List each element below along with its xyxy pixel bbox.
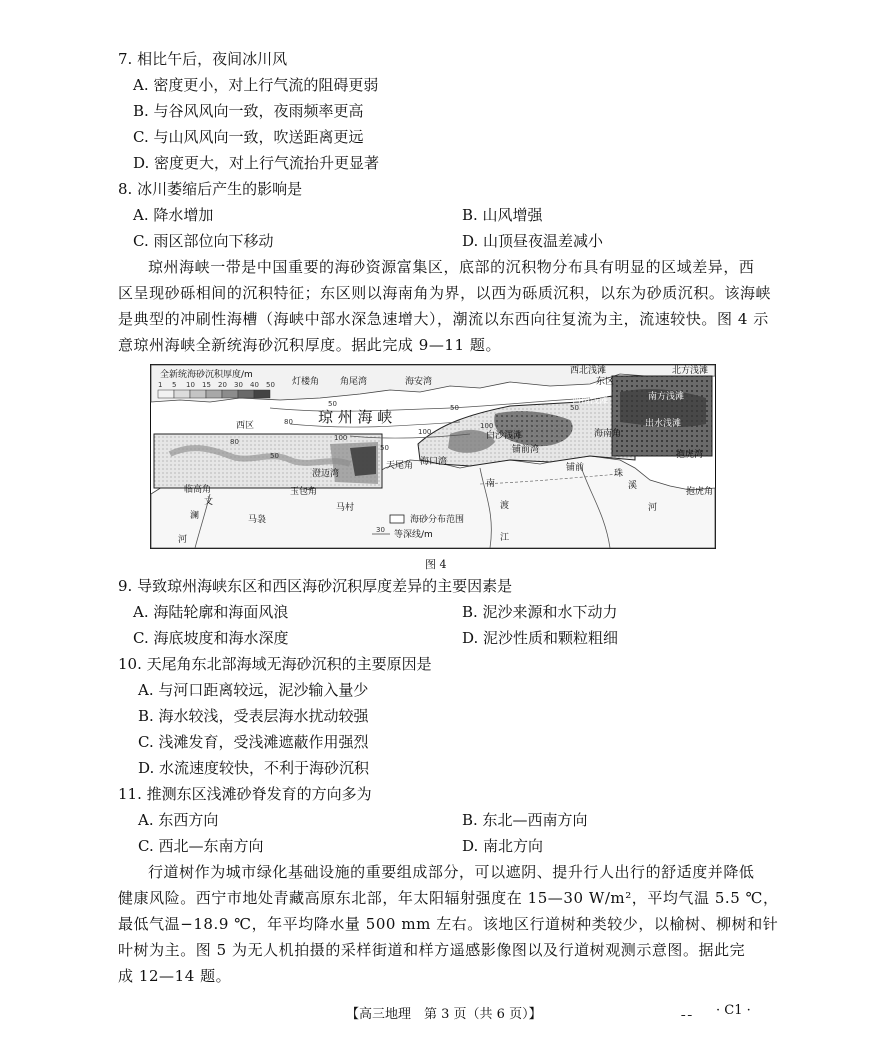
label-nan: 南	[486, 479, 496, 489]
legend-tick: 1	[158, 381, 163, 389]
passage2-line-2: 健康风险。西宁市地处青藏高原东北部，年太阳辐射强度在 15—30 W/m²，平均气温 5.5 ℃，	[118, 889, 779, 907]
q10-option-d: D. 水流速度较快，不利于海砂沉积	[138, 759, 370, 777]
label-lan: 澜	[190, 511, 200, 521]
label-chushuiqiantan: 出水浅滩	[645, 419, 682, 429]
q11-option-d: D. 南北方向	[462, 837, 544, 855]
label-jiang: 江	[500, 533, 510, 543]
passage2-line-5: 成 12—14 题。	[118, 967, 232, 985]
q8-option-c: C. 雨区部位向下移动	[133, 232, 274, 250]
label-he-west: 河	[178, 535, 188, 545]
label-maniao: 马袅	[248, 515, 267, 525]
legend-tick: 50	[266, 381, 275, 389]
passage1-line-1: 琼州海峡一带是中国重要的海砂资源富集区，底部的沉积物分布具有明显的区域差异，西	[148, 258, 755, 276]
isobath-label: 100	[418, 428, 432, 436]
q8-option-d: D. 山顶昼夜温差减小	[462, 232, 604, 250]
label-haikouwan: 海口湾	[420, 457, 448, 467]
q10-option-a: A. 与河口距离较远，泥沙输入量少	[138, 681, 369, 699]
label-haianwan: 海安湾	[405, 377, 433, 387]
passage1-line-4: 意琼州海峡全新统海砂沉积厚度。据此完成 9—11 题。	[118, 336, 502, 354]
label-puqianwan: 铺前湾	[512, 445, 540, 455]
q8-option-a: A. 降水增加	[133, 206, 214, 224]
label-dengloujiao: 灯楼角	[292, 377, 320, 387]
legend-title: 全新统海砂沉积厚度/m	[160, 370, 253, 380]
isobath-label: 50	[570, 404, 579, 412]
q7-stem: 7. 相比午后，夜间冰川风	[118, 50, 288, 68]
q9-option-c: C. 海底坡度和海水深度	[133, 629, 289, 647]
label-baishaqiantan: 白沙浅滩	[486, 431, 523, 441]
passage1-line-3: 是典型的冲刷性海槽（海峡中部水深急速增大），潮流以东西向往复流为主，流速较快。图 4 示	[118, 310, 769, 328]
q7-option-c: C. 与山风风向一致，吹送距离更远	[133, 128, 364, 146]
passage2-line-3: 最低气温−18.9 ℃，年平均降水量 500 mm 左右。该地区行道树种类较少，以榆树、柳树和针	[118, 915, 779, 933]
q9-option-a: A. 海陆轮廓和海面风浪	[133, 603, 289, 621]
page-footer: 【高三地理 第 3 页（共 6 页）】	[346, 1007, 542, 1022]
passage2-line-4: 叶树为主。图 5 为无人机拍摄的采样街道和样方遥感影像图以及行道树观测示意图。据此完	[118, 941, 746, 959]
q8-stem: 8. 冰川萎缩后产生的影响是	[118, 180, 303, 198]
q9-stem: 9. 导致琼州海峡东区和西区海砂沉积厚度差异的主要因素是	[118, 577, 513, 595]
label-lingaojiao: 临高角	[184, 485, 212, 495]
footer-code: · C1 ·	[716, 1003, 751, 1018]
label-tianweijiao: 天尾角	[386, 461, 414, 471]
q11-option-b: B. 东北—西南方向	[462, 811, 588, 829]
isobath-label: 100	[480, 422, 494, 430]
isobath-label: 80	[284, 418, 293, 426]
label-xinanqiantan: 西南浅滩	[572, 396, 609, 406]
label-hainanjiao: 海南角	[594, 429, 622, 439]
legend-isobath-value: 30	[376, 526, 385, 534]
q10-stem: 10. 天尾角东北部海域无海砂沉积的主要原因是	[118, 655, 432, 673]
q11-option-c: C. 西北—东南方向	[138, 837, 264, 855]
legend-tick: 5	[172, 381, 177, 389]
label-puqian: 铺前	[566, 463, 585, 473]
label-jiaoweiwan: 角尾湾	[340, 377, 368, 387]
q9-option-d: D. 泥沙性质和颗粒粗细	[462, 629, 619, 647]
footer-mark: ˍˍ	[680, 1003, 693, 1018]
isobath-label: 50	[380, 444, 389, 452]
passage2-line-1: 行道树作为城市绿化基础设施的重要组成部分，可以遮阴、提升行人出行的舒适度并降低	[148, 863, 755, 881]
label-baohuwan: 抱虎湾	[676, 450, 704, 460]
figure-4-map	[150, 364, 716, 549]
q7-option-b: B. 与谷风风向一致，夜雨频率更高	[133, 102, 364, 120]
isobath-label: 100	[334, 434, 348, 442]
isobath-label: 50	[328, 400, 337, 408]
label-dongqu: 东区	[596, 377, 615, 387]
isobath-label: 50	[450, 404, 459, 412]
label-he-east: 河	[648, 503, 658, 513]
label-yubaojiao: 玉包角	[290, 487, 318, 497]
q11-stem: 11. 推测东区浅滩砂脊发育的方向多为	[118, 785, 372, 803]
label-chengmaiwan: 澄迈湾	[312, 469, 340, 479]
isobath-label: 50	[270, 452, 279, 460]
q9-option-b: B. 泥沙来源和水下动力	[462, 603, 618, 621]
q7-option-a: A. 密度更小，对上行气流的阻碍更弱	[133, 76, 379, 94]
label-xi: 溪	[628, 481, 638, 491]
legend-tick: 20	[218, 381, 227, 389]
label-du: 渡	[500, 501, 510, 511]
q8-option-b: B. 山风增强	[462, 206, 543, 224]
figure-4-caption: 图 4	[425, 558, 447, 571]
label-zhu: 珠	[614, 469, 624, 479]
label-baohujiao: 抱虎角	[686, 487, 714, 497]
legend-tick: 40	[250, 381, 259, 389]
label-macun: 马村	[336, 503, 355, 513]
isobath-label: 80	[230, 438, 239, 446]
label-wen: 文	[204, 497, 214, 507]
q10-option-b: B. 海水较浅，受表层海水扰动较强	[138, 707, 369, 725]
legend-tick: 30	[234, 381, 243, 389]
q11-option-a: A. 东西方向	[138, 811, 219, 829]
legend-range-label: 海砂分布范围	[410, 515, 465, 525]
passage1-line-2: 区呈现砂砾相间的沉积特征；东区则以海南角为界，以西为砾质沉积，以东为砂质沉积。该海峡	[118, 284, 772, 302]
legend-tick: 15	[202, 381, 211, 389]
label-xiqu: 西区	[236, 421, 255, 431]
q10-option-c: C. 浅滩发育，受浅滩遮蔽作用强烈	[138, 733, 369, 751]
q7-option-d: D. 密度更大，对上行气流抬升更显著	[133, 154, 380, 172]
label-xibeiqiantan: 西北浅滩	[570, 366, 607, 376]
label-nanfangqiantan: 南方浅滩	[648, 392, 685, 402]
legend-tick: 10	[186, 381, 195, 389]
label-strait-name: 琼 州 海 峡	[318, 408, 393, 426]
label-beifangqiantan: 北方浅滩	[672, 366, 709, 376]
legend-isobath-label: 等深线/m	[394, 530, 433, 540]
